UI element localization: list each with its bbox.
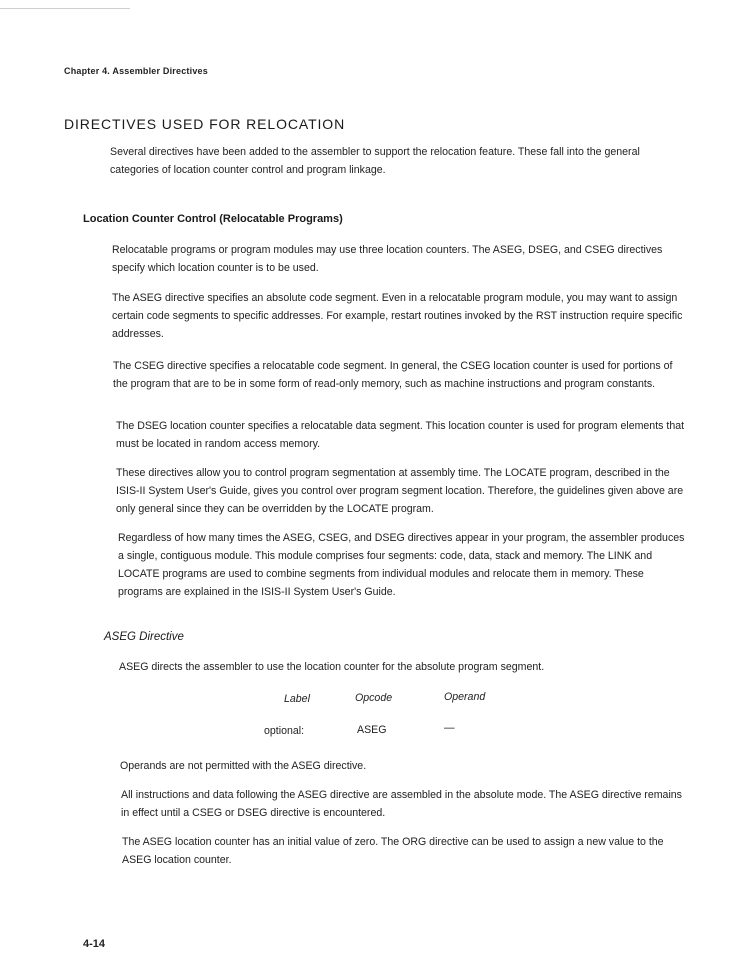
paragraph: The DSEG location counter specifies a relocatable data segment. This location counter is used for program elements that must be located in random access memory. <box>116 420 685 450</box>
table-header-opcode: Opcode <box>355 692 393 704</box>
table-header-label: Label <box>284 693 310 705</box>
paragraph: The ASEG location counter has an initial value of zero. The ORG directive can be used to assign a new value to the ASEG location counter. <box>122 836 664 866</box>
subsection-heading-aseg: ASEG Directive <box>104 631 184 643</box>
paragraph: The ASEG directive specifies an absolute code segment. Even in a relocatable program module, you may want to assign certain code segments to specific addresses. For example, restart routines invoked by the RST instruction require specific addresses. <box>112 292 683 340</box>
table-header-operand: Operand <box>444 691 486 703</box>
paragraph: These directives allow you to control program segmentation at assembly time. The LOCATE program, described in the ISIS-II System User's Guide, gives you control over program segment location. Therefore, the guidelines given above are only general since they can be overridden by the LOCATE program. <box>116 467 684 515</box>
paragraph: All instructions and data following the ASEG directive are assembled in the absolute mode. The ASEG directive remains in effect until a CSEG or DSEG directive is encountered. <box>121 789 682 819</box>
paragraph: Relocatable programs or program modules may use three location counters. The ASEG, DSEG, and CSEG directives specify which location counter is to be used. <box>112 244 663 274</box>
section-title: DIRECTIVES USED FOR RELOCATION <box>64 116 346 132</box>
page-number: 4-14 <box>83 938 106 950</box>
table-cell-opcode: ASEG <box>357 724 387 736</box>
paragraph: The CSEG directive specifies a relocatable code segment. In general, the CSEG location counter is used for portions of the program that are to be in some form of read-only memory, such as machine instructions and program constants. <box>113 360 673 390</box>
table-cell-operand: — <box>444 722 455 734</box>
section-intro-paragraph: Several directives have been added to the assembler to support the relocation feature. These fall into the general categories of location counter control and program linkage. <box>110 146 640 176</box>
table-cell-label: optional: <box>264 725 305 737</box>
subsection-heading-location-counter: Location Counter Control (Relocatable Programs) <box>83 213 343 225</box>
running-head: Chapter 4. Assembler Directives <box>64 66 208 76</box>
top-rule <box>0 8 130 9</box>
paragraph: Regardless of how many times the ASEG, CSEG, and DSEG directives appear in your program, the assembler produces a single, contiguous module. This module comprises four segments: code, data, stack and memory. The LINK and LOCATE programs are used to combine segments from individual modules and relocate them in memory. These programs are explained in the ISIS-II System User's Guide. <box>118 532 685 598</box>
paragraph: Operands are not permitted with the ASEG directive. <box>120 760 367 772</box>
aseg-intro-paragraph: ASEG directs the assembler to use the location counter for the absolute program segment. <box>119 661 545 673</box>
